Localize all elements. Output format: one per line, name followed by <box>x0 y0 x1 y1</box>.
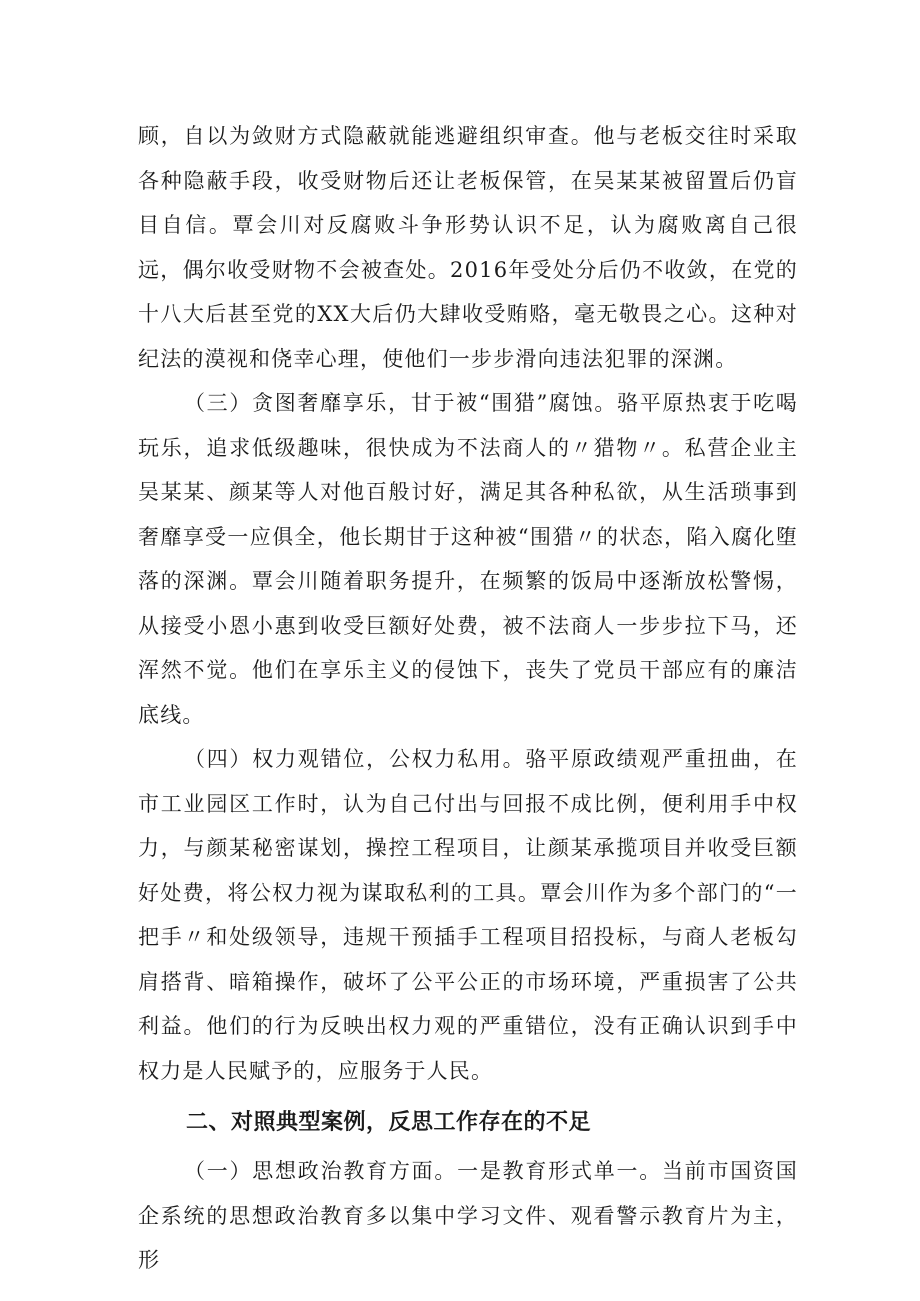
paragraph-section-three: （三）贪图奢靡享乐，甘于被“围猎”腐蚀。骆平原热衷于吃喝玩乐，追求低级趣味，很快成为不法商人的〃猎物〃。私营企业主吴某某、颜某等人对他百般讨好，满足其各种私欲，从生活琐事到奢靡享受一应俱全，他长期甘于这种被“围猎〃的状态，陷入腐化堕落的深渊。覃会川随着职务提升，在频繁的饭局中逐渐放松警惕，从接受小恩小惠到收受巨额好处费，被不法商人一步步拉下马，还浑然不觉。他们在享乐主义的侵蚀下，丧失了党员干部应有的廉洁底线。 <box>138 391 798 727</box>
paragraph-section-four: （四）权力观错位，公权力私用。骆平原政绩观严重扭曲，在市工业园区工作时，认为自己付出与回报不成比例，便利用手中权力，与颜某秘密谋划，操控工程项目，让颜某承揽项目并收受巨额好处费，将公权力视为谋取私利的工具。覃会川作为多个部门的“一把手〃和处级领导，违规干预插手工程项目招投标，与商人老板勾肩搭背、暗箱操作，破坏了公平公正的市场环境，严重损害了公共利益。他们的行为反映出权力观的严重错位，没有正确认识到手中权力是人民赋予的，应服务于人民。 <box>138 747 798 1083</box>
document-body <box>138 114 798 1283</box>
section-heading: 二、对照典型案例，反思工作存在的不足 <box>186 1110 592 1135</box>
paragraph-continuation: 顾，自以为敛财方式隐蔽就能逃避组织审查。他与老板交往时采取各种隐蔽手段，收受财物后还让老板保管，在吴某某被留置后仍盲目自信。覃会川对反腐败斗争形势认识不足，认为腐败离自己很远，偶尔收受财物不会被查处。2016年受处分后仍不收敛，在党的十八大后甚至党的XX大后仍大肆收受贿赂，毫无敬畏之心。这种对纪法的漠视和侥幸心理，使他们一步步滑向违法犯罪的深渊。 <box>138 124 798 371</box>
paragraph-education: （一）思想政治教育方面。一是教育形式单一。当前市国资国企系统的思想政治教育多以集中学习文件、观看警示教育片为主，形 <box>138 1159 798 1272</box>
